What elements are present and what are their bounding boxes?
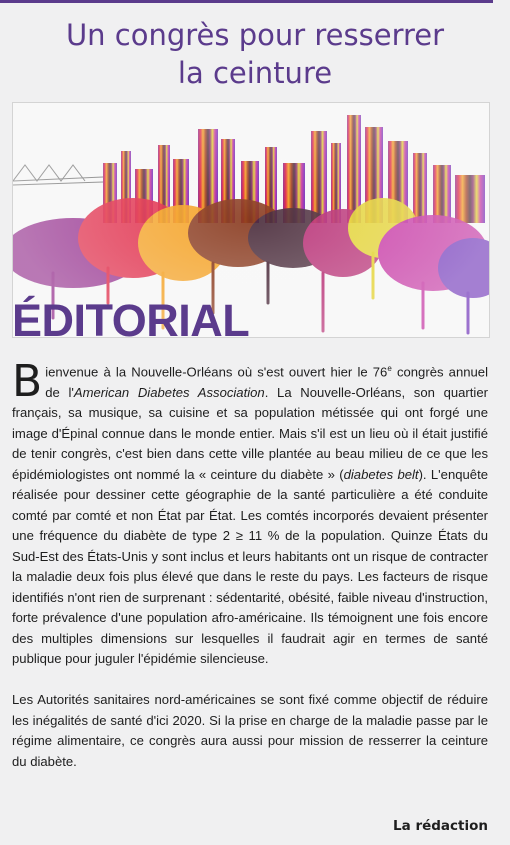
drop-cap: B	[12, 356, 43, 407]
paragraph-1: Bienvenue à la Nouvelle-Orléans où s'est ouvert hier le 76e congrès annuel de l'American Diabetes Association. La Nouvelle-Orléans, son quartier français, sa musique, sa cuisine et sa population métissée qui ont forgé une image d'Épinal connue dans le monde entier. Mais s'il est un lieu où il était justifié de tenir congrès, c'est bien dans cette ville plantée au beau milieu de ce que les épidémiologistes ont nommé la « ceinture du diabète » (diabetes belt). L'enquête réalisée pour dessiner cette géographie de la santé particulière a été conduite comté par comté et non État par État. Les comtés incorporés devaient présenter une fréquence du diabète de type 2 ≥ 11 % de la population. Quinze États du Sud-Est des États-Unis y sont inclus et leurs habitants ont un risque de contracter la maladie deux fois plus élevé que dans le reste du pays. Les facteurs de risque identifiés n'ont rien de surprenant : sédentarité, obésité, faible niveau d'instruction, forte prévalence d'une population afro-américaine. Ils témoignent une fois encore des multiples dimensions sur lesquelles il faudrait agir en termes de santé publique pour juguler l'épidémie silencieuse.	[12, 356, 489, 667]
article-title	[0, 16, 510, 92]
top-rule	[0, 0, 493, 3]
title-line-2: la ceinture	[177, 56, 333, 90]
section-label: ÉDITORIAL	[12, 295, 250, 346]
title-line-1: Un congrès pour resserrer	[65, 18, 445, 52]
paragraph-2: Les Autorités sanitaires nord-américaines se sont fixé comme objectif de réduire les inégalités de santé d'ici 2020. Si la prise en charge de la maladie passe par le régime alimentaire, ce congrès aura aussi pour mission de resserrer la ceinture du diabète.	[12, 692, 488, 769]
article-body	[12, 356, 489, 772]
signature: La rédaction	[393, 818, 488, 834]
